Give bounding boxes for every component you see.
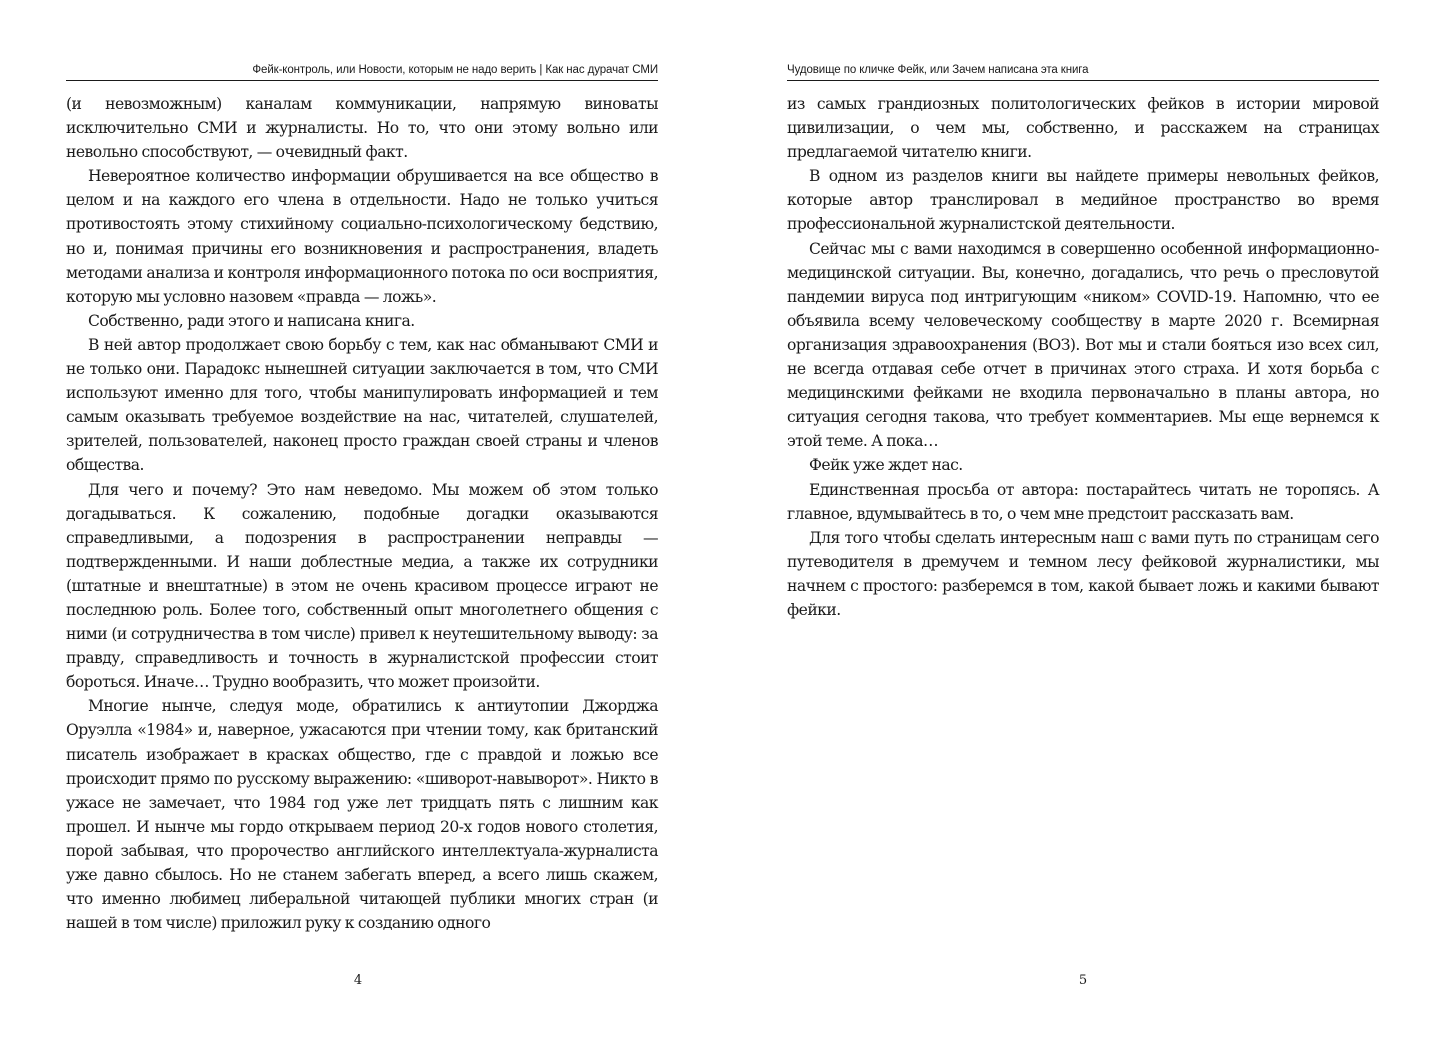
left-paragraph-5: Для чего и почему? Это нам неведомо. Мы можем об этом только догадываться. К сожалению, подобные догадки оказываются справедливыми, а подозрения в распространении неправды — подтвержденными. И наши доблестные медиа, а также их сотрудники (штатные и внештатные) в этом не очень красивом процессе играют не последнюю роль. Более того, собственный опыт многолетнего общения с ними (и сотрудничества в том числе) привел к неутешительному выводу: за правду, справедливость и точность в журналистской профессии стоит бороться. Иначе… Трудно вообразить, что может произойти. (66, 480, 658, 692)
left-page (66, 0, 658, 1051)
right-body-text (787, 92, 1379, 622)
left-paragraph-4: В ней автор продолжает свою борьбу с тем, как нас обманывают СМИ и не только они. Парадокс нынешней ситуации заключается в том, что СМИ используют именно для того, чтобы манипулировать информацией и тем самым оказывать требуемое воздействие на нас, читателей, слушателей, зрителей, пользователей, наконец просто граждан своей страны и членов общества. (66, 335, 658, 475)
right-paragraph-4: Фейк уже ждет нас. (809, 456, 963, 475)
right-paragraph-3: Сейчас мы с вами находимся в совершенно особенной информационно-медицинской ситуации. Вы, конечно, догадались, что речь о пресловутой пандемии вируса под интригующим «ником» COVID-19. Напомню, что ее объявила всему человеческому сообществу в марте 2020 г. Всемирная организация здравоохранения (ВОЗ). Вот мы и стали бояться изо всех сил, не всегда отдавая себе отчет в причинах этого страха. И хотя борьба с медицинскими фейками не входила первоначально в планы автора, но ситуация сегодня такова, что требует комментариев. Мы еще вернемся к этой теме. А пока… (787, 239, 1379, 451)
right-paragraph-6: Для того чтобы сделать интересным наш с вами путь по страницам сего путеводителя в дремучем и темном лесу фейковой журналистики, мы начнем с простого: разберемся в том, какой бывает ложь и какими бывают фейки. (787, 528, 1379, 619)
left-body-text (66, 92, 658, 935)
right-page (787, 0, 1379, 1051)
right-paragraph-2: В одном из разделов книги вы найдете примеры невольных фейков, которые автор транслировал в медийное пространство во время профессиональной журналистской деятельности. (787, 167, 1379, 234)
right-running-head: Чудовище по кличке Фейк, или Зачем написана эта книга (787, 60, 1379, 81)
left-paragraph-2: Невероятное количество информации обрушивается на все общество в целом и на каждого его члена в отдельности. Надо не только учиться противостоять этому стихийному социально-психологическому бедствию, но и, понимая причины его возникновения и распространения, владеть методами анализа и контроля информационного потока по оси восприятия, которую мы условно назовем «правда — ложь». (66, 167, 658, 306)
left-running-head: Фейк-контроль, или Новости, которым не надо верить | Как нас дурачат СМИ (66, 60, 658, 81)
left-paragraph-3: Собственно, ради этого и написана книга. (88, 311, 415, 330)
right-paragraph-5: Единственная просьба от автора: постарайтесь читать не торопясь. А главное, вдумывайтесь в то, о чем мне предстоит рассказать вам. (787, 480, 1379, 523)
left-page-number-text: 4 (353, 973, 363, 988)
right-page-number: 5 (1078, 973, 1088, 988)
right-paragraph-1: из самых грандиозных политологических фейков в истории мировой цивилизации, о чем мы, собственно, и расскажем на страницах предлагаемой читателю книги. (787, 95, 1379, 162)
left-page-number (66, 971, 658, 991)
left-paragraph-1: (и невозможным) каналам коммуникации, напрямую виноваты исключительно СМИ и журналисты. Но то, что они этому вольно или невольно способствуют, — очевидный факт. (66, 95, 658, 162)
left-paragraph-6: Многие нынче, следуя моде, обратились к антиутопии Джорджа Оруэлла «1984» и, наверное, ужасаются при чтении тому, как британский писатель изображает в красках общество, где с правдой и ложью все происходит прямо по русскому выражению: «шиворот-навыворот». Никто в ужасе не замечает, что 1984 год уже лет тридцать пять с лишним как прошел. И нынче мы гордо открываем период 20-х годов нового столетия, порой забывая, что пророчество английского интеллектуала-журналиста уже давно сбылось. Но не станем забегать вперед, а всего лишь скажем, что именно любимец либеральной читающей публики многих стран (и нашей в том числе) приложил руку к созданию одного (66, 697, 658, 933)
